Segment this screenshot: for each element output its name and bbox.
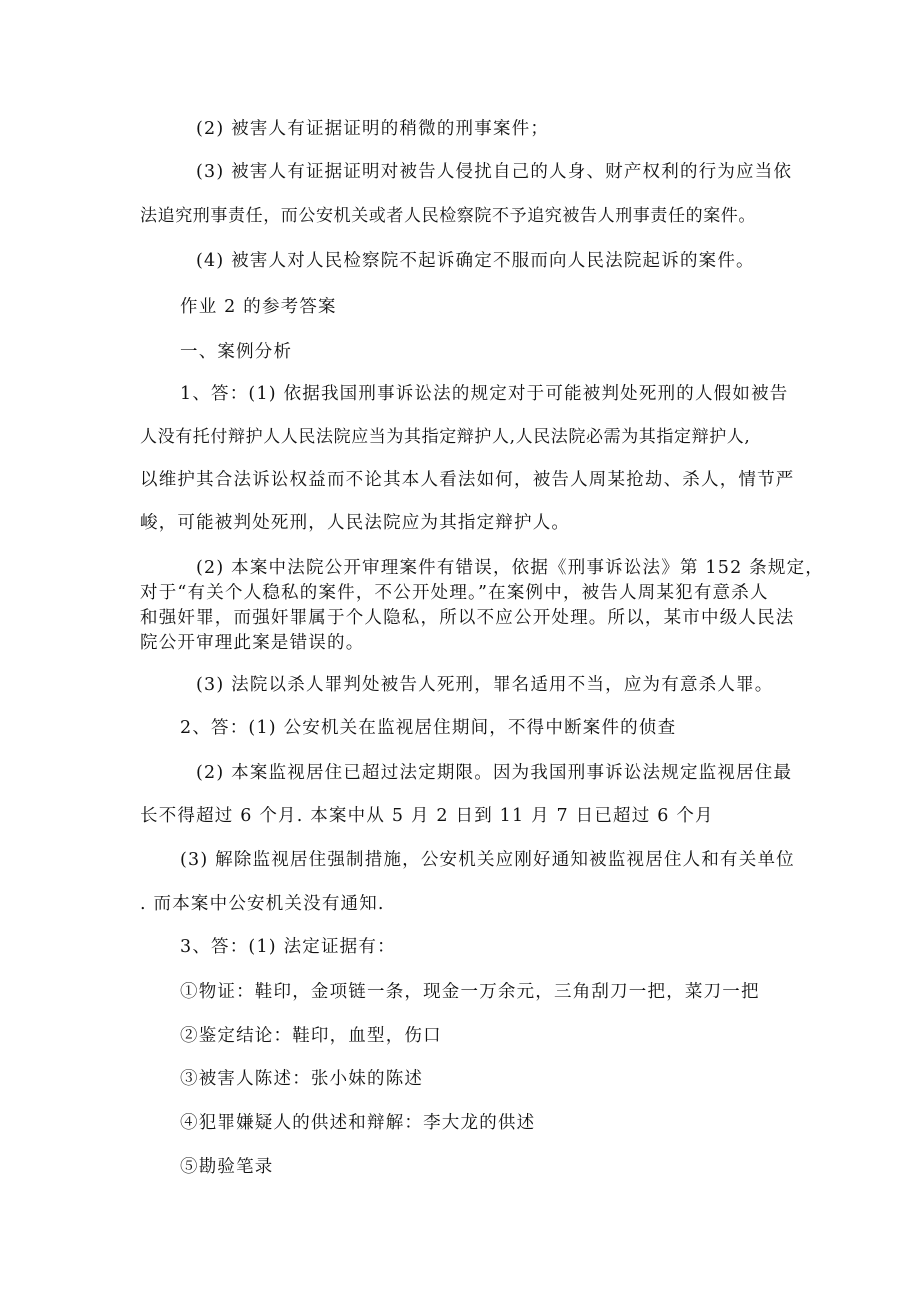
paragraph-line: (3) 被害人有证据证明对被告人侵扰自己的人身、财产权利的行为应当依	[196, 162, 793, 182]
paragraph-line: 峻，可能被判处死刑，人民法院应为其指定辩护人。	[140, 513, 571, 533]
paragraph-line: 和强奸罪，而强奸罪属于个人隐私，所以不应公开处理。所以，某市中级人民法	[140, 608, 795, 628]
list-item: ②鉴定结论：鞋印，血型，伤口	[180, 1026, 442, 1046]
paragraph-line: (2) 被害人有证据证明的稍微的刑事案件；	[196, 119, 550, 139]
list-item: ⑤勘验笔录	[180, 1157, 274, 1177]
paragraph-line: 法追究刑事责任，而公安机关或者人民检察院不予追究被告人刑事责任的案件。	[140, 206, 756, 226]
paragraph-line: 2、答：(1) 公安机关在监视居住期间，不得中断案件的侦查	[180, 718, 677, 738]
paragraph-line: 人没有托付辩护人人民法院应当为其指定辩护人,人民法院必需为其指定辩护人,	[140, 427, 751, 447]
paragraph-line: (4) 被害人对人民检察院不起诉确定不服而向人民法院起诉的案件。	[196, 251, 755, 271]
paragraph-line: 1、答：(1) 依据我国刑事诉讼法的规定对于可能被判处死刑的人假如被告	[180, 384, 789, 404]
paragraph-line: 对于“有关个人稳私的案件，不公开处理。”在案例中，被告人周某犯有意杀人	[140, 583, 769, 603]
paragraph-line: 3、答：(1) 法定证据有：	[180, 937, 396, 957]
paragraph-line: 以维护其合法诉讼权益而不论其本人看法如何，被告人周某抢劫、杀人，情节严	[140, 470, 795, 490]
list-item: ③被害人陈述：张小妹的陈述	[180, 1069, 424, 1089]
section-heading: 作业 2 的参考答案	[180, 297, 337, 317]
paragraph-line: . 而本案中公安机关没有通知.	[140, 894, 385, 914]
paragraph-line: 院公开审理此案是错误的。	[140, 633, 365, 653]
paragraph-line: (3) 解除监视居住强制措施，公安机关应刚好通知被监视居住人和有关单位	[180, 850, 795, 870]
paragraph-line: (2) 本案监视居住已超过法定期限。因为我国刑事诉讼法规定监视居住最	[196, 763, 793, 783]
section-heading: 一、案例分析	[180, 342, 293, 362]
paragraph-line: (2) 本案中法院公开审理案件有错误，依据《刑事诉讼法》第 152 条规定，	[196, 558, 824, 578]
list-item: ④犯罪嫌疑人的供述和辩解：李大龙的供述	[180, 1113, 536, 1133]
paragraph-line: 长不得超过 6 个月. 本案中从 5 月 2 日到 11 月 7 日已超过 6 个月	[140, 806, 714, 826]
paragraph-line: (3) 法院以杀人罪判处被告人死刑，罪名适用不当，应为有意杀人罪。	[196, 675, 774, 695]
list-item: ①物证：鞋印，金项链一条，现金一万余元，三角刮刀一把，菜刀一把	[180, 982, 760, 1002]
